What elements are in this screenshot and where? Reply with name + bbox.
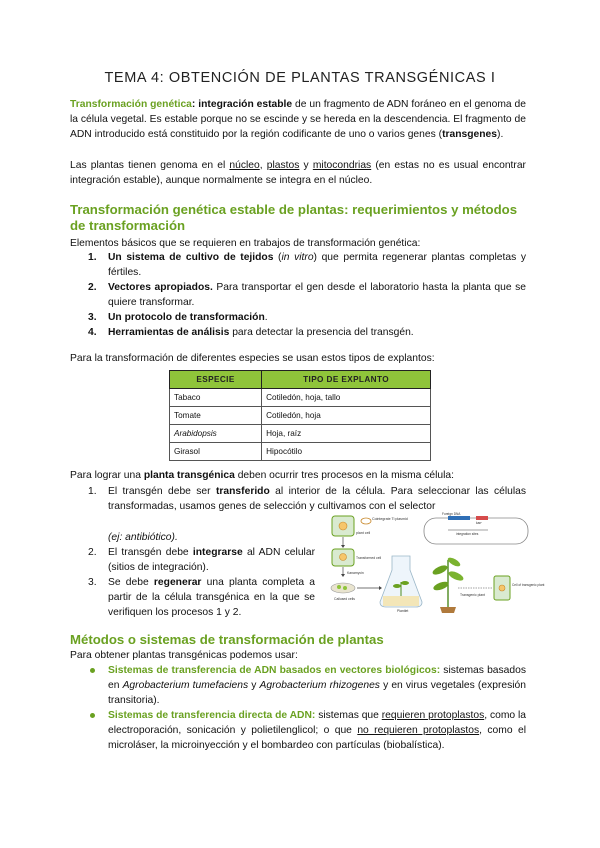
- bold-transgenes: transgenes: [442, 129, 498, 140]
- item-number: 2.: [88, 547, 97, 558]
- underline-no-requieren: no requieren protoplastos: [357, 725, 480, 736]
- list-item: [70, 325, 526, 340]
- label-kanamycin: Kanamycin: [347, 571, 364, 575]
- intro-paragraph-2: [70, 158, 526, 188]
- foreign-dna-segment: [448, 516, 470, 520]
- colon: :: [191, 99, 196, 110]
- table-cell: Arabidopsis: [170, 425, 262, 443]
- bold-regenerar: regenerar: [153, 577, 202, 588]
- list-item: [70, 484, 526, 514]
- item-text: .: [264, 312, 268, 323]
- table-lead: Para la transformación de diferentes especies se usan estos tipos de explantos:: [70, 353, 435, 364]
- table-cell: Tabaco: [170, 389, 262, 407]
- item-bold: Herramientas de análisis: [108, 327, 230, 338]
- item-text: El transgén debe: [108, 547, 193, 558]
- header-tipo-explanto: TIPO DE EXPLANTO: [262, 371, 431, 389]
- italic-tumefaciens: Agrobacterium tumefaciens: [122, 680, 249, 691]
- table-header-row: [170, 371, 431, 389]
- list-item: [70, 310, 526, 325]
- leaf-shape: [432, 580, 449, 592]
- p2-text-d: (en estas no es usual encontrar integración estable), aunque normalmente se integra en el núcleo.: [70, 160, 526, 186]
- leaf-shape: [447, 569, 464, 582]
- label-plantlet: Plantlet: [397, 609, 409, 613]
- term-transformacion: Transformación genética: [70, 99, 192, 110]
- bold-transferencia-directa: Sistemas de transferencia directa de ADN:: [108, 710, 316, 721]
- requirements-list: [70, 250, 526, 340]
- underline-mitocondrias: mitocondrias: [312, 160, 372, 171]
- pot-shape: [440, 607, 456, 613]
- list-item: [70, 708, 526, 753]
- underline-nucleo: núcleo: [229, 160, 260, 171]
- item-text: sistemas que: [315, 710, 382, 721]
- p2-text-a: Las plantas tienen genoma en el: [70, 160, 230, 171]
- methods-list: [70, 663, 526, 753]
- bold-integracion: integración estable: [198, 99, 293, 110]
- page-title: TEMA 4: OBTENCIÓN DE PLANTAS TRANSGÉNICAS I: [104, 70, 496, 86]
- label-transformed: Transformed cell: [356, 556, 382, 560]
- label-kan: kanʳ: [476, 521, 482, 525]
- item-bold: Un sistema de cultivo de tejidos: [108, 252, 274, 263]
- item-number: 2.: [88, 282, 97, 293]
- table-row: [170, 443, 431, 461]
- plasmid-shape: [361, 518, 371, 524]
- item-number: 3.: [88, 577, 97, 588]
- bold-transferido: transferido: [215, 486, 270, 497]
- nucleus-shape: [339, 522, 347, 530]
- table-row: [170, 407, 431, 425]
- item-text: para detectar la presencia del transgén.: [229, 327, 414, 338]
- item-text-b: ) que permita regenerar plantas completas y fértiles.: [108, 252, 526, 278]
- label-transgenic: Transgenic plant: [460, 593, 485, 597]
- intro-text: de un fragmento de ADN foráneo en el genoma de la célula vegetal. Es estable porque no se escinde y se hereda en la descendencia. El fragmento de ADN introducido está constituido por la región codificante de uno o varios genes (: [70, 99, 526, 140]
- underline-plastos: plastos: [266, 160, 300, 171]
- label-integration: integration sites: [456, 532, 479, 536]
- underline-requieren: requieren protoplastos: [381, 710, 485, 721]
- italic-antibiotico: (ej: antibiótico).: [108, 532, 178, 543]
- bold-vectores-biologicos: Sistemas de transferencia de ADN basados en vectores biológicos:: [108, 665, 441, 676]
- item-text: una planta completa a partir de la célula transgénica en la que se verifiquen los procesos 1 y 2.: [108, 577, 315, 618]
- item-text: y en virus vegetales (expresión transitoria).: [108, 680, 526, 706]
- list-item: [70, 250, 526, 280]
- arrow-head: [341, 574, 345, 577]
- list-item: [70, 280, 526, 310]
- table-cell: Cotiledón, hoja: [262, 407, 431, 425]
- italic-rhizogenes: Agrobacterium rhizogenes: [259, 680, 380, 691]
- section-heading-metodos: Métodos o sistemas de transformación de plantas: [70, 632, 384, 647]
- item-text: y: [248, 680, 260, 691]
- leaf-shape: [393, 584, 401, 588]
- table-row: [170, 425, 431, 443]
- bold-planta-transgenica: planta transgénica: [143, 470, 235, 481]
- arrow-head: [379, 586, 382, 590]
- item-number: 1.: [88, 486, 97, 497]
- list-item: [70, 545, 315, 575]
- item-number: 1.: [88, 252, 97, 263]
- processes-continuation: [70, 530, 315, 620]
- item-text: El transgén debe ser: [108, 486, 216, 497]
- item-bold: Un protocolo de transformación: [108, 312, 265, 323]
- item-text: sistemas basados en: [108, 665, 526, 691]
- item-bold: Vectores apropiados.: [108, 282, 213, 293]
- callus-shape: [343, 586, 347, 590]
- item-number: 3.: [88, 312, 97, 323]
- section2-lead: Para obtener plantas transgénicas podemos usar:: [70, 650, 298, 661]
- list-item: [70, 575, 315, 620]
- leaf-shape: [431, 563, 448, 576]
- label-cell-of: Cell of transgenic plant: [512, 583, 545, 587]
- item-italic: in vitro: [281, 252, 314, 263]
- transformation-diagram: [330, 512, 545, 614]
- medium-shape: [383, 596, 419, 606]
- list-item: [70, 663, 526, 708]
- item-text: Se debe: [108, 577, 154, 588]
- label-callused: Callused cells: [334, 597, 355, 601]
- table-cell: Hoja, raíz: [262, 425, 431, 443]
- table-cell: Girasol: [170, 443, 262, 461]
- nucleus-shape: [499, 585, 505, 591]
- table-cell: Cotiledón, hoja, tallo: [262, 389, 431, 407]
- item-text: al interior de la célula. Para seleccionar las células transformadas, usamos genes de selección y cultivamos con el selector: [108, 486, 527, 512]
- kan-segment: [476, 516, 488, 520]
- item-text: (: [273, 252, 282, 263]
- lead-text-a: Para lograr una: [70, 470, 144, 481]
- bullet-dot: [90, 668, 95, 673]
- section-heading-requerimientos: Transformación genética estable de plantas: requerimientos y métodos de transformación: [70, 202, 518, 233]
- processes-lead: [70, 468, 526, 483]
- nucleus-shape: [340, 554, 347, 561]
- processes-list: [70, 484, 526, 514]
- label-cointegrate: Cointegrate Ti plasmid: [372, 517, 408, 521]
- leaf-shape: [446, 556, 461, 568]
- item-number: 4.: [88, 327, 97, 338]
- p2-text-c: y: [299, 160, 313, 171]
- label-foreign-dna: Foreign DNA: [442, 512, 461, 516]
- item-text: Para transportar el gen desde el laboratorio hasta la planta que se quiere transformar.: [108, 282, 526, 308]
- table-cell: Hipocótilo: [262, 443, 431, 461]
- p2-text-b: ,: [259, 160, 267, 171]
- leaf-shape: [401, 581, 409, 585]
- callus-shape: [337, 585, 341, 589]
- header-especie: ESPECIE: [170, 371, 262, 389]
- item-text: , como la electroporación, sonicación y polietilenglicol; o que: [108, 710, 526, 736]
- section1-lead: Elementos básicos que se requieren en trabajos de transformación genética:: [70, 238, 421, 249]
- list-item: [70, 530, 315, 545]
- explant-table: [169, 370, 431, 461]
- item-text: , como el microláser, la microinyección y el bombardeo con partículas (biobalística).: [108, 725, 526, 751]
- item-text: al ADN celular (sitios de integración).: [108, 547, 315, 573]
- table-row: [170, 389, 431, 407]
- arrow-head: [341, 545, 345, 548]
- table-cell: Tomate: [170, 407, 262, 425]
- lead-text-b: deben ocurrir tres procesos en la misma célula:: [234, 470, 455, 481]
- intro-paragraph: [70, 97, 526, 142]
- intro-end: ).: [497, 129, 504, 140]
- label-plant-cell: plant cell: [356, 531, 371, 535]
- bullet-dot: [90, 713, 95, 718]
- bold-integrarse: integrarse: [192, 547, 243, 558]
